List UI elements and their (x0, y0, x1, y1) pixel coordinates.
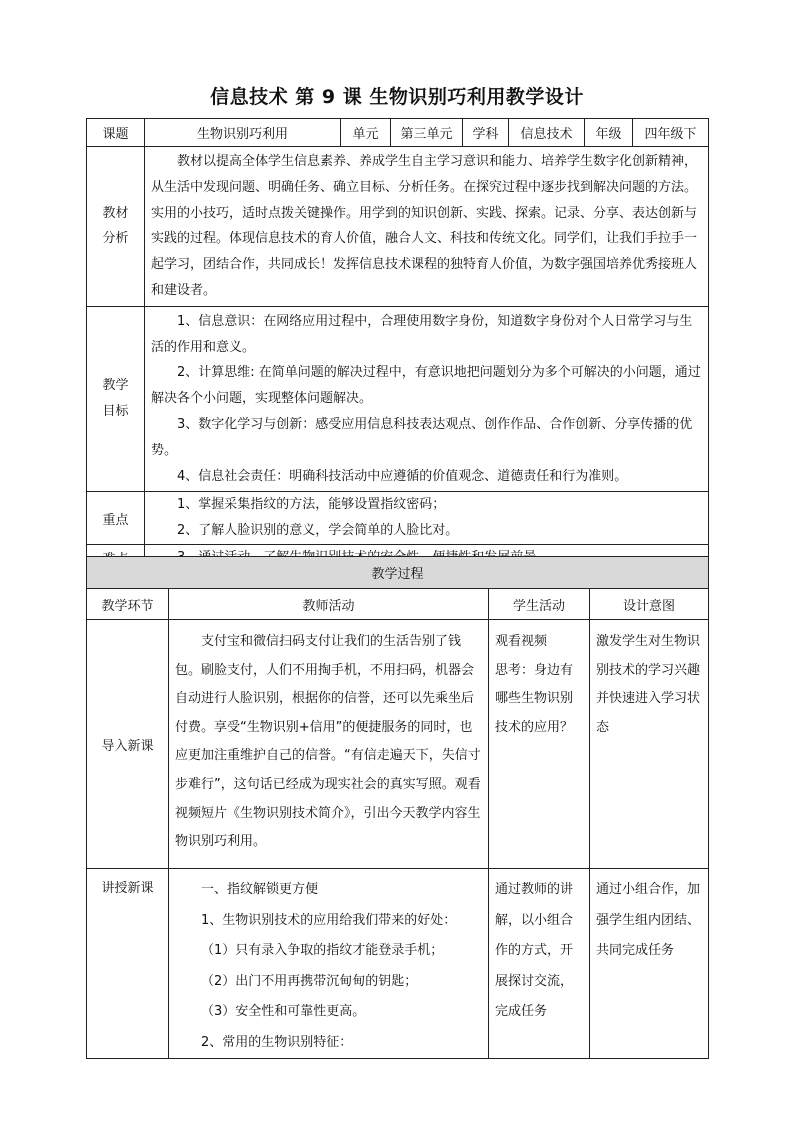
intent-lecture: 通过小组合作，加强学生组内团结、共同完成任务 (590, 869, 709, 1059)
lecture-line: （2）出门不用再携带沉甸甸的钥匙； (201, 973, 418, 989)
student-activity-intro: 观看视频 思考：身边有哪些生物识别技术的应用？ (489, 620, 590, 869)
goal-item: 1、信息意识：在网络应用过程中，合理使用数字身份，知道数字身份对个人日常学习与生活的作用和意义。 (151, 313, 693, 355)
analysis-text: 教材以提高全体学生信息素养、养成学生自主学习意识和能力、培养学生数字化创新精神，从生活中发现问题、明确任务、确立目标、分析任务。在探究过程中逐步找到解决问题的方法。实用的小技巧，适时点拨关键操作。用学到的知识创新、实践、探索。记录、分享、表达创新与实践的过程。体现信息技术的育人价值，融合人文、科技和传统文化。同学们，让我们手拉手一起学习，团结合作，共同成长！发挥信息技术课程的独特育人价值，为数字强国培养优秀接班人和建设者。 (151, 154, 698, 298)
key-points-row (87, 492, 709, 545)
goals-cell (145, 306, 709, 492)
course-label: 课题 (87, 119, 145, 147)
key-points-label: 重点 (87, 492, 145, 545)
goals-row (87, 306, 709, 492)
process-row-lecture (87, 869, 709, 1059)
analysis-text-cell (145, 147, 709, 307)
col-intent-header: 设计意图 (590, 589, 709, 620)
col-stage-header: 教学环节 (87, 589, 169, 620)
goal-item: 4、信息社会责任：明确科技活动中应遵循的价值观念、道德责任和行为准则。 (177, 468, 628, 484)
unit-label: 单元 (341, 119, 391, 147)
key-points-cell (145, 492, 709, 545)
process-row-intro (87, 620, 709, 869)
teacher-activity-intro: 支付宝和微信扫码支付让我们的生活告别了钱包。刷脸支付，人们不用掏手机，不用扫码，机器会自动进行人脸识别，根据你的信誉，还可以先乘坐后付费。享受“生物识别+信用”的便捷服务的同时，也应更加注重维护自己的信誉。“有信走遍天下，失信寸步难行”，这句话已经成为现实社会的真实写照。观看视频短片《生物识别技术简介》，引出今天教学内容生物识别巧利用。 (169, 620, 489, 869)
key-point-item: 2、了解人脸识别的意义，学会简单的人脸比对。 (177, 523, 459, 539)
analysis-row (87, 147, 709, 307)
stage-intro: 导入新课 (87, 620, 169, 869)
grade-value: 四年级下 (633, 119, 709, 147)
key-point-item: 1、掌握采集指纹的方法，能够设置指纹密码； (177, 497, 446, 513)
process-header: 教学过程 (87, 557, 709, 589)
analysis-label: 教材 分析 (87, 147, 145, 307)
info-row (87, 119, 709, 147)
student-activity-lecture: 通过教师的讲解，以小组合作的方式，开展探讨交流，完成任务 (489, 869, 590, 1059)
unit-value: 第三单元 (391, 119, 463, 147)
process-columns-row (87, 589, 709, 620)
subject-label: 学科 (463, 119, 509, 147)
stage-lecture: 讲授新课 (87, 869, 169, 1059)
goal-item: 2、计算思维: 在简单问题的解决过程中，有意识地把问题划分为多个可解决的小问题，通过解决各个小问题，实现整体问题解决。 (151, 365, 701, 407)
lecture-line: 2、常用的生物识别特征： (201, 1034, 353, 1050)
intent-intro: 激发学生对生物识别技术的学习兴趣并快速进入学习状态 (590, 620, 709, 869)
lecture-line: 一、指纹解锁更方便 (201, 882, 319, 897)
process-header-row (87, 557, 709, 589)
subject-value: 信息技术 (509, 119, 585, 147)
goal-item: 3、数字化学习与创新：感受应用信息科技表达观点、创作作品、合作创新、分享传播的优势。 (151, 416, 693, 458)
grade-label: 年级 (585, 119, 633, 147)
teacher-activity-lecture (169, 869, 489, 1059)
process-table (86, 556, 709, 1059)
course-value: 生物识别巧利用 (145, 119, 341, 147)
lecture-line: 1、生物识别技术的应用给我们带来的好处： (201, 912, 457, 928)
info-table (86, 118, 709, 572)
goals-label: 教学 目标 (87, 306, 145, 492)
col-student-header: 学生活动 (489, 589, 590, 620)
lecture-line: （1）只有录入争取的指纹才能登录手机； (201, 943, 444, 958)
lecture-line: （3）安全性和可靠性更高。 (201, 1004, 366, 1019)
document-title: 信息技术 第 9 课 生物识别巧利用教学设计 (210, 86, 584, 108)
col-teacher-header: 教师活动 (169, 589, 489, 620)
